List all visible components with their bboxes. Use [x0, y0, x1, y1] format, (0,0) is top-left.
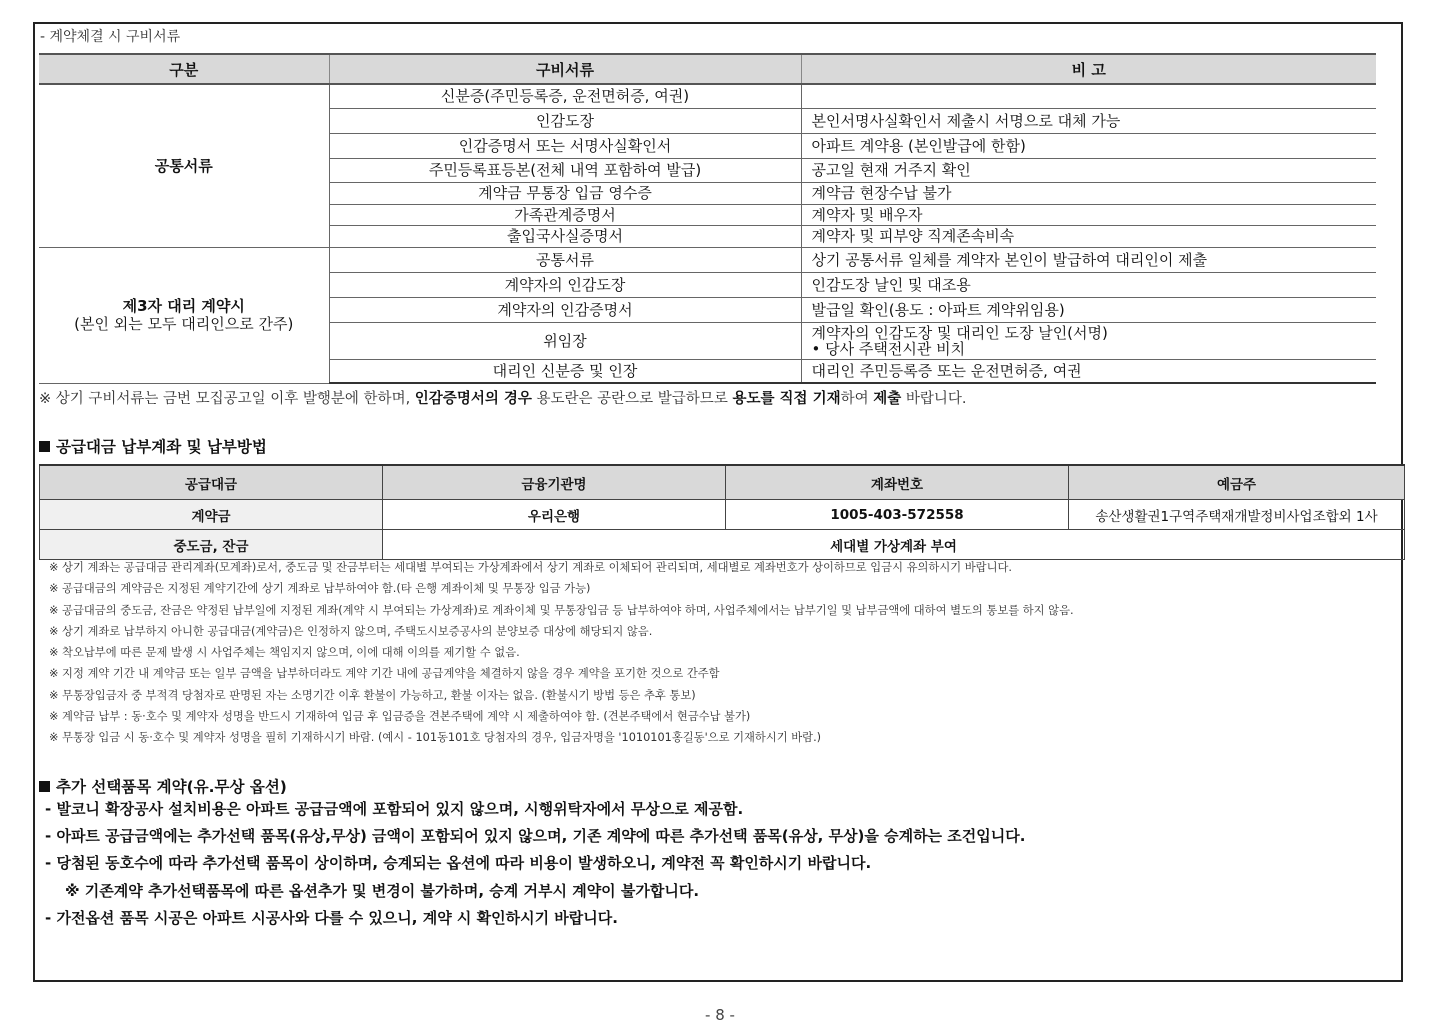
remark-cell: 계약금 현장수납 불가 [801, 182, 1376, 204]
account-number-cell: 1005-403-572558 [726, 500, 1069, 530]
remark-cell-multiline [801, 322, 1376, 359]
remark-cell: 계약자 및 피부양 직계존속비속 [801, 225, 1376, 247]
section-heading-options [39, 775, 287, 797]
doc-cell: 주민등록표등본(전체 내역 포함하여 발급) [329, 158, 801, 182]
note-text: 용도란은 공란으로 발급하므로 [531, 391, 733, 407]
doc-cell: 가족관계증명서 [329, 204, 801, 225]
remark-cell: 공고일 현재 거주지 확인 [801, 158, 1376, 182]
black-square-icon [39, 781, 50, 792]
payment-type-cell: 중도금, 잔금 [40, 530, 383, 560]
section-heading-payment [39, 435, 267, 457]
list-item: ※ 착오납부에 따른 문제 발생 시 사업주체는 책임지지 않으며, 이에 대해 이의를 제기할 수 없음. [49, 646, 520, 660]
doc-cell: 인감도장 [329, 108, 801, 133]
table-header-row [39, 54, 1376, 84]
doc-cell: 위임장 [329, 322, 801, 359]
doc-cell: 공통서류 [329, 247, 801, 272]
group-proxy-contract [39, 247, 329, 383]
table-row [39, 247, 1376, 272]
doc-cell: 출입국사실증명서 [329, 225, 801, 247]
header-account-number: 계좌번호 [726, 465, 1069, 500]
remark-cell [801, 84, 1376, 108]
payment-notes [49, 557, 1074, 749]
payment-type-cell: 계약금 [40, 500, 383, 530]
header-category: 구분 [39, 54, 329, 84]
documents-note [39, 387, 966, 408]
doc-cell: 계약자의 인감도장 [329, 272, 801, 297]
list-item: ※ 기존계약 추가선택품목에 따른 옵션추가 및 변경이 불가하며, 승계 거부시 계약이 불가합니다. [65, 881, 700, 900]
section-heading-text: 공급대금 납부계좌 및 납부방법 [56, 438, 267, 456]
remark-line: 계약자의 인감도장 및 대리인 도장 날인(서명) [811, 323, 1108, 342]
doc-cell: 계약금 무통장 입금 영수증 [329, 182, 801, 204]
note-text: 하여 [840, 391, 874, 407]
list-item: ※ 상기 계좌는 공급대금 관리계좌(모계좌)로서, 중도금 및 잔금부터는 세대별 부여되는 가상계좌에서 상기 계좌로 이체되어 관리되며, 세대별로 계좌번호가 상이하므로 입금시 유의하시기 바랍니다. [49, 561, 1012, 574]
note-bold: 인감증명서의 경우 [414, 391, 532, 407]
note-bold: 용도를 직접 기재 [732, 391, 841, 407]
header-bank: 금융기관명 [383, 465, 726, 500]
remark-cell: 대리인 주민등록증 또는 운전면허증, 여권 [801, 359, 1376, 383]
page-number: - 8 - [705, 1006, 735, 1024]
table-row [39, 84, 1376, 108]
note-text: ※ 상기 구비서류는 금번 모집공고일 이후 발행분에 한하며, [39, 391, 415, 407]
list-item: ※ 상기 계좌로 납부하지 아니한 공급대금(계약금)은 인정하지 않으며, 주택도시보증공사의 분양보증 대상에 해당되지 않음. [49, 624, 653, 638]
section-heading-text: 추가 선택품목 계약(유.무상 옵션) [56, 778, 287, 796]
options-list [45, 796, 1025, 932]
header-documents: 구비서류 [329, 54, 801, 84]
remark-line-extra: • 당사 주택전시관 비치 [811, 339, 966, 358]
payment-account-table [39, 464, 1405, 560]
page-frame [33, 22, 1403, 982]
doc-cell: 신분증(주민등록증, 운전면허증, 여권) [329, 84, 801, 108]
remark-cell: 인감도장 날인 및 대조용 [801, 272, 1376, 297]
group-proxy-title: 제3자 대리 계약시 [122, 297, 245, 315]
group-proxy-subtitle: (본인 외는 모두 대리인으로 간주) [74, 315, 294, 333]
doc-cell: 대리인 신분증 및 인장 [329, 359, 801, 383]
table-row [40, 530, 1405, 560]
doc-cell: 계약자의 인감증명서 [329, 297, 801, 322]
table-row [40, 500, 1405, 530]
remark-cell: 본인서명사실확인서 제출시 서명으로 대체 가능 [801, 108, 1376, 133]
doc-cell: 인감증명서 또는 서명사실확인서 [329, 133, 801, 158]
group-common-docs: 공통서류 [39, 84, 329, 247]
account-holder-cell: 송산생활권1구역주택재개발정비사업조합외 1사 [1069, 500, 1405, 530]
remark-cell: 상기 공통서류 일체를 계약자 본인이 발급하여 대리인이 제출 [801, 247, 1376, 272]
remark-cell: 계약자 및 배우자 [801, 204, 1376, 225]
section-title-documents: - 계약체결 시 구비서류 [40, 29, 181, 45]
bank-cell: 우리은행 [383, 500, 726, 530]
list-item: ※ 무통장입금자 중 부적격 당첨자로 판명된 자는 소명기간 이후 환불이 가능하고, 환불 이자는 없음. (환불시기 방법 등은 추후 통보) [49, 688, 696, 702]
black-square-icon [39, 441, 50, 452]
list-item: - 당첨된 동호수에 따라 추가선택 품목이 상이하며, 승계되는 옵션에 따라 비용이 발생하오니, 계약전 꼭 확인하시기 바랍니다. [45, 854, 872, 873]
list-item: - 아파트 공급금액에는 추가선택 품목(유상,무상) 금액이 포함되어 있지 않으며, 기존 계약에 따른 추가선택 품목(유상, 무상)을 승계하는 조건입니다. [45, 827, 1026, 846]
header-payment: 공급대금 [40, 465, 383, 500]
header-account-holder: 예금주 [1069, 465, 1405, 500]
virtual-account-cell: 세대별 가상계좌 부여 [383, 530, 1405, 560]
remark-cell: 아파트 계약용 (본인발급에 한함) [801, 133, 1376, 158]
remark-cell: 발급일 확인(용도 : 아파트 계약위임용) [801, 297, 1376, 322]
table-header-row [40, 465, 1405, 500]
list-item: ※ 계약금 납부 : 동·호수 및 계약자 성명을 반드시 기재하여 입금 후 입금증을 견본주택에 계약 시 제출하여야 함. (견본주택에서 현금수납 불가) [49, 710, 751, 724]
note-text: 바랍니다. [901, 391, 967, 407]
note-bold: 제출 [873, 391, 902, 407]
list-item: - 발코니 확장공사 설치비용은 아파트 공급금액에 포함되어 있지 않으며, 시행위탁자에서 무상으로 제공함. [45, 800, 744, 818]
list-item: ※ 공급대금의 계약금은 지정된 계약기간에 상기 계좌로 납부하여야 함.(타 은행 계좌이체 및 무통장 입금 가능) [49, 582, 591, 596]
header-remarks: 비 고 [801, 54, 1376, 84]
list-item: ※ 지정 계약 기간 내 계약금 또는 일부 금액을 납부하더라도 계약 기간 내에 공급계약을 체결하지 않을 경우 계약을 포기한 것으로 간주함 [49, 667, 720, 681]
list-item: - 가전옵션 품목 시공은 아파트 시공사와 다를 수 있으니, 계약 시 확인하시기 바랍니다. [45, 908, 618, 927]
required-documents-table [39, 53, 1376, 384]
list-item: ※ 공급대금의 중도금, 잔금은 약정된 납부일에 지정된 계좌(계약 시 부여되는 가상계좌)로 계좌이체 및 무통장입금 등 납부하여야 하며, 사업주체에서는 납부기일 및 납부금액에 대하여 별도의 통보를 하지 않음. [49, 603, 1074, 617]
list-item: ※ 무통장 입금 시 동·호수 및 계약자 성명을 필히 기재하시기 바람. (예시 - 101동101호 당첨자의 경우, 입금자명을 '1010101홍길동'으로 기재하시기 바람.) [49, 731, 822, 745]
